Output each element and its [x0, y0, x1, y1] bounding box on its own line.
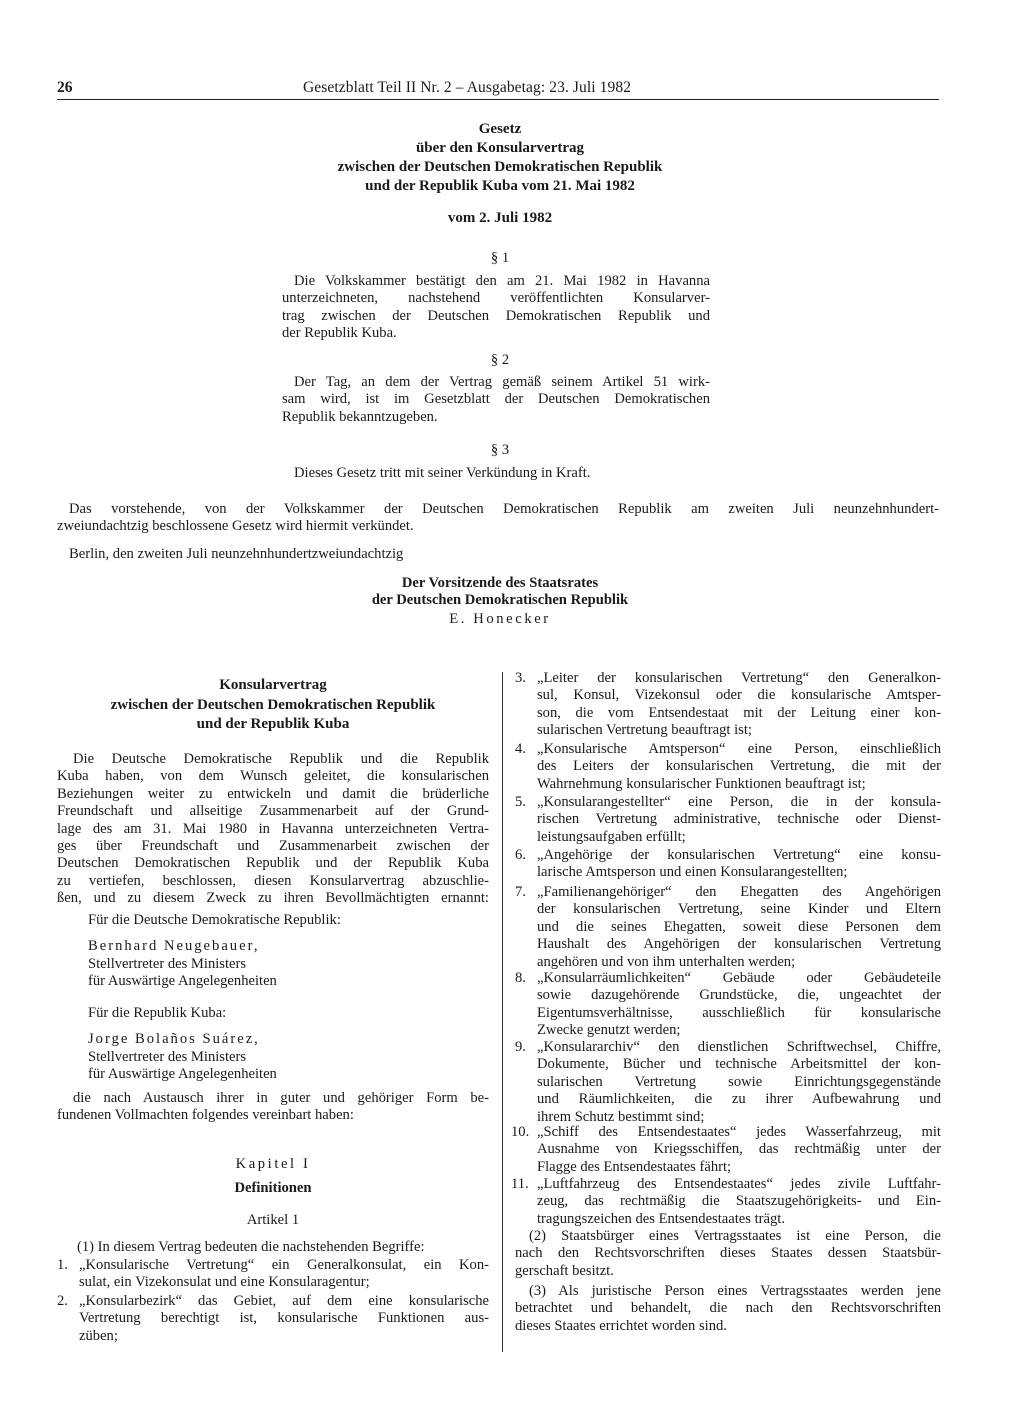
column-divider — [502, 672, 503, 1352]
definition-number: 8. — [515, 970, 526, 986]
law-title — [290, 120, 710, 196]
definition-number: 5. — [515, 794, 526, 810]
text-line: Deutschen Demokratischen Republik und der Republik Kuba — [57, 855, 489, 872]
text-line: „Konsularbezirk“ das Gebiet, auf dem eine konsularische — [79, 1293, 489, 1309]
text-line: lage des am 31. Mai 1980 in Havanna unterzeichneten Vertra- — [57, 820, 489, 837]
article-intro — [57, 1239, 489, 1256]
definition-text — [537, 794, 941, 846]
text-line: Kuba haben, von dem Wunsch geleitet, die konsularischen — [57, 768, 489, 785]
text-line: „Familienangehöriger“ den Ehegatten des Angehörigen — [537, 884, 941, 900]
text-line: sam wird, ist im Gesetzblatt der Deutschen Demokratischen — [282, 391, 710, 408]
text-line: „Konsularräumlichkeiten“ Gebäude oder Gebäudeteile — [537, 970, 941, 986]
text-line: Das vorstehende, von der Volkskammer der Deutschen Demokratischen Republik am zweiten Juli neunzehnhundert- — [69, 501, 939, 517]
text-line: rischen Vertretung administrative, technische oder Dienst- — [537, 811, 941, 828]
text-line: sularischen Vertretung beauftragt ist; — [537, 722, 752, 739]
page-header — [57, 79, 939, 100]
text-line: „Konsularische Amtsperson“ eine Person, einschließlich — [537, 741, 941, 757]
plenipotentiary-name: Jorge Bolaños Suárez, — [88, 1031, 260, 1048]
text-line: nach den Rechtsvorschriften dieses Staates dessen Staatsbür- — [515, 1245, 941, 1262]
text-line: Ausnahme von Kriegsschiffen, das rechtmäßig unter der — [537, 1141, 941, 1158]
definition-text — [537, 741, 941, 793]
treaty-title-line: zwischen der Deutschen Demokratischen Republik — [110, 696, 436, 713]
text-line: sul, Konsul, Vizekonsul oder die konsularische Amtsper- — [537, 687, 941, 704]
text-line: Dieses Gesetz tritt mit seiner Verkündung in Kraft. — [294, 465, 591, 481]
text-line: sularischen Vertretung sowie Einrichtungsgegenstände — [537, 1073, 941, 1090]
chapter-heading: Kapitel I — [235, 1156, 311, 1172]
text-line: (2) Staatsbürger eines Vertragsstaates ist eine Person, die — [529, 1228, 941, 1244]
text-line: tragungszeichen des Entsendestaates trägt. — [537, 1210, 786, 1227]
text-line: und die seines Ehegatten, soweit diese Personen dem — [537, 918, 941, 935]
promulgation-text — [57, 501, 939, 536]
signature-name: E. Honecker — [449, 611, 551, 627]
text-line: larische Amtsperson und einen Konsularangestellten; — [537, 864, 848, 881]
text-line: „Schiff des Entsendestaates“ jedes Wasserfahrzeug, mit — [537, 1124, 941, 1140]
text-line: Wahrnehmung konsularischer Funktionen beauftragt ist; — [537, 775, 866, 792]
text-line: Die Deutsche Demokratische Republik und die Republik — [73, 751, 489, 767]
text-line: zweiundachtzig beschlossene Gesetz wird hiermit verkündet. — [57, 518, 414, 535]
treaty-preamble — [57, 751, 489, 908]
text-line: unterzeichneten, nachstehend veröffentlichten Konsularver- — [282, 290, 710, 307]
definition-text — [79, 1257, 489, 1292]
section-2-text — [282, 374, 710, 426]
text-line: Dokumente, Bücher und technische Arbeitsmittel der kon- — [537, 1056, 941, 1073]
text-line: Die Volkskammer bestätigt den am 21. Mai 1982 in Havanna — [294, 273, 710, 289]
plenipotentiary-name: Bernhard Neugebauer, — [88, 938, 260, 955]
law-title-line: und der Republik Kuba vom 21. Mai 1982 — [365, 178, 635, 194]
definition-number: 11. — [511, 1176, 529, 1192]
text-line: (1) In diesem Vertrag bedeuten die nachstehenden Begriffe: — [77, 1239, 425, 1255]
text-line: gerschaft besitzt. — [515, 1262, 614, 1279]
text-line: Für die Republik Kuba: — [88, 1005, 227, 1021]
definition-text — [537, 884, 941, 971]
text-line: Republik bekanntzugeben. — [282, 408, 438, 425]
definition-number: 9. — [515, 1039, 526, 1055]
text-line: Haushalt des Angehörigen der konsularischen Vertretung — [537, 936, 941, 953]
article-1-paragraph-3 — [515, 1283, 941, 1335]
signature-title-line: der Deutschen Demokratischen Republik — [371, 592, 629, 609]
law-title-line: Gesetz — [478, 121, 522, 137]
definition-text — [537, 670, 941, 740]
text-line: Der Tag, an dem der Vertrag gemäß seinem Artikel 51 wirk- — [294, 374, 710, 390]
definition-text — [537, 847, 941, 882]
definition-text — [537, 1124, 941, 1176]
text-line: die nach Austausch ihrer in guter und gehöriger Form be- — [73, 1090, 489, 1106]
section-1-text — [282, 273, 710, 343]
text-line: ges über Freundschaft und Zusammenarbeit zwischen der — [57, 838, 489, 855]
signature-title-line: Der Vorsitzende des Staatsrates — [401, 575, 599, 591]
law-title-line: über den Konsularvertrag — [415, 140, 585, 156]
definition-number: 4. — [515, 741, 526, 757]
text-line: (3) Als juristische Person eines Vertragsstaates werden jene — [529, 1283, 941, 1299]
text-line: der konsularischen Vertretung, seine Kinder und Eltern — [537, 901, 941, 918]
text-line: für Auswärtige Angelegenheiten — [88, 973, 277, 990]
definition-text — [537, 970, 941, 1040]
text-line: züben; — [79, 1327, 118, 1344]
text-line: zu vertiefen, beschlossen, diesen Konsularvertrag abzuschlie- — [57, 872, 489, 889]
treaty-closing — [57, 1090, 489, 1125]
text-line: Stellvertreter des Ministers — [88, 955, 247, 972]
treaty-title — [57, 676, 489, 735]
definition-number: 7. — [515, 884, 526, 900]
section-heading: § 2 — [490, 352, 510, 368]
definition-text — [79, 1293, 489, 1345]
text-line: Freundschaft und allseitige Zusammenarbeit auf der Grund- — [57, 803, 489, 820]
text-line: ßen, und zu diesem Zweck zu ihren Bevollmächtigten ernannt: — [57, 890, 489, 907]
place-date — [69, 546, 769, 563]
text-line: „Leiter der konsularischen Vertretung“ den Generalkon- — [537, 670, 941, 686]
section-heading: § 1 — [490, 250, 510, 266]
treaty-title-line: und der Republik Kuba — [196, 716, 350, 732]
definition-number: 2. — [57, 1293, 68, 1309]
text-line: angehören und von ihm unterhalten werden; — [537, 953, 796, 970]
text-line: Eigentumsverhältnisse, ausschließlich für konsularische — [537, 1004, 941, 1021]
text-line: der Republik Kuba. — [282, 325, 397, 342]
text-line: sulat, ein Vizekonsulat und eine Konsularagentur; — [79, 1274, 370, 1291]
law-date: vom 2. Juli 1982 — [447, 210, 553, 226]
text-line: „Luftfahrzeug des Entsendestaates“ jedes zivile Luftfahr- — [537, 1176, 941, 1192]
text-line: „Konsulararchiv“ den dienstlichen Schriftwechsel, Chiffre, — [537, 1039, 941, 1055]
definition-number: 3. — [515, 670, 526, 686]
page-number: 26 — [57, 79, 73, 96]
definition-number: 1. — [57, 1257, 68, 1273]
text-line: „Angehörige der konsularischen Vertretung“ eine konsu- — [537, 847, 941, 863]
definition-number: 6. — [515, 847, 526, 863]
signature-title — [300, 575, 700, 610]
text-line: betrachtet und behandelt, die nach den Rechtsvorschriften — [515, 1300, 941, 1317]
text-line: Beziehungen weiter zu entwickeln und damit die brüderliche — [57, 785, 489, 802]
text-line: des Leiters der konsularischen Vertretung, die mit der — [537, 758, 941, 775]
running-title: Gesetzblatt Teil II Nr. 2 – Ausgabetag: 23. Juli 1982 — [303, 79, 632, 96]
ddr-plenipotentiary — [88, 912, 488, 991]
section-heading: § 3 — [490, 442, 510, 458]
article-1-paragraph-2 — [515, 1228, 941, 1280]
section-3-text — [294, 465, 714, 482]
text-line: dieses Staates errichtet worden sind. — [515, 1317, 727, 1334]
definition-text — [537, 1176, 941, 1228]
text-line: Vertretung berechtigt ist, konsularische Funktionen aus- — [79, 1310, 489, 1327]
text-line: und Räumlichkeiten, die zu ihrer Aufbewahrung und — [537, 1091, 941, 1108]
text-line: „Konsularangestellter“ eine Person, die in der konsula- — [537, 794, 941, 810]
text-line: zeug, das rechtmäßig die Staatszugehörigkeits- und Ein- — [537, 1193, 941, 1210]
article-heading: Artikel 1 — [246, 1212, 300, 1228]
text-line: Flagge des Entsendestaates fährt; — [537, 1158, 732, 1175]
definition-number: 10. — [511, 1124, 530, 1140]
text-line: Stellvertreter des Ministers — [88, 1048, 247, 1065]
text-line: Berlin, den zweiten Juli neunzehnhundertzweiundachtzig — [69, 546, 404, 562]
text-line: Zwecke genutzt werden; — [537, 1022, 681, 1039]
definition-text — [537, 1039, 941, 1126]
text-line: sowie dazugehörende Grundstücke, die, ungeachtet der — [537, 987, 941, 1004]
law-title-line: zwischen der Deutschen Demokratischen Republik — [337, 159, 663, 175]
text-line: fundenen Vollmachten folgendes vereinbart haben: — [57, 1107, 354, 1124]
text-line: „Konsularische Vertretung“ ein Generalkonsulat, ein Kon- — [79, 1257, 489, 1273]
text-line: ihrem Schutz bestimmt sind; — [537, 1108, 705, 1125]
treaty-title-line: Konsularvertrag — [219, 677, 327, 693]
kuba-plenipotentiary — [88, 1005, 488, 1084]
text-line: leistungsaufgaben erfüllt; — [537, 828, 686, 845]
text-line: Für die Deutsche Demokratische Republik: — [88, 912, 341, 928]
text-line: trag zwischen der Deutschen Demokratischen Republik und — [282, 307, 710, 324]
text-line: son, die vom Entsendestaat mit der Leitung einer kon- — [537, 704, 941, 721]
text-line: für Auswärtige Angelegenheiten — [88, 1066, 277, 1083]
chapter-title: Definitionen — [234, 1180, 312, 1196]
